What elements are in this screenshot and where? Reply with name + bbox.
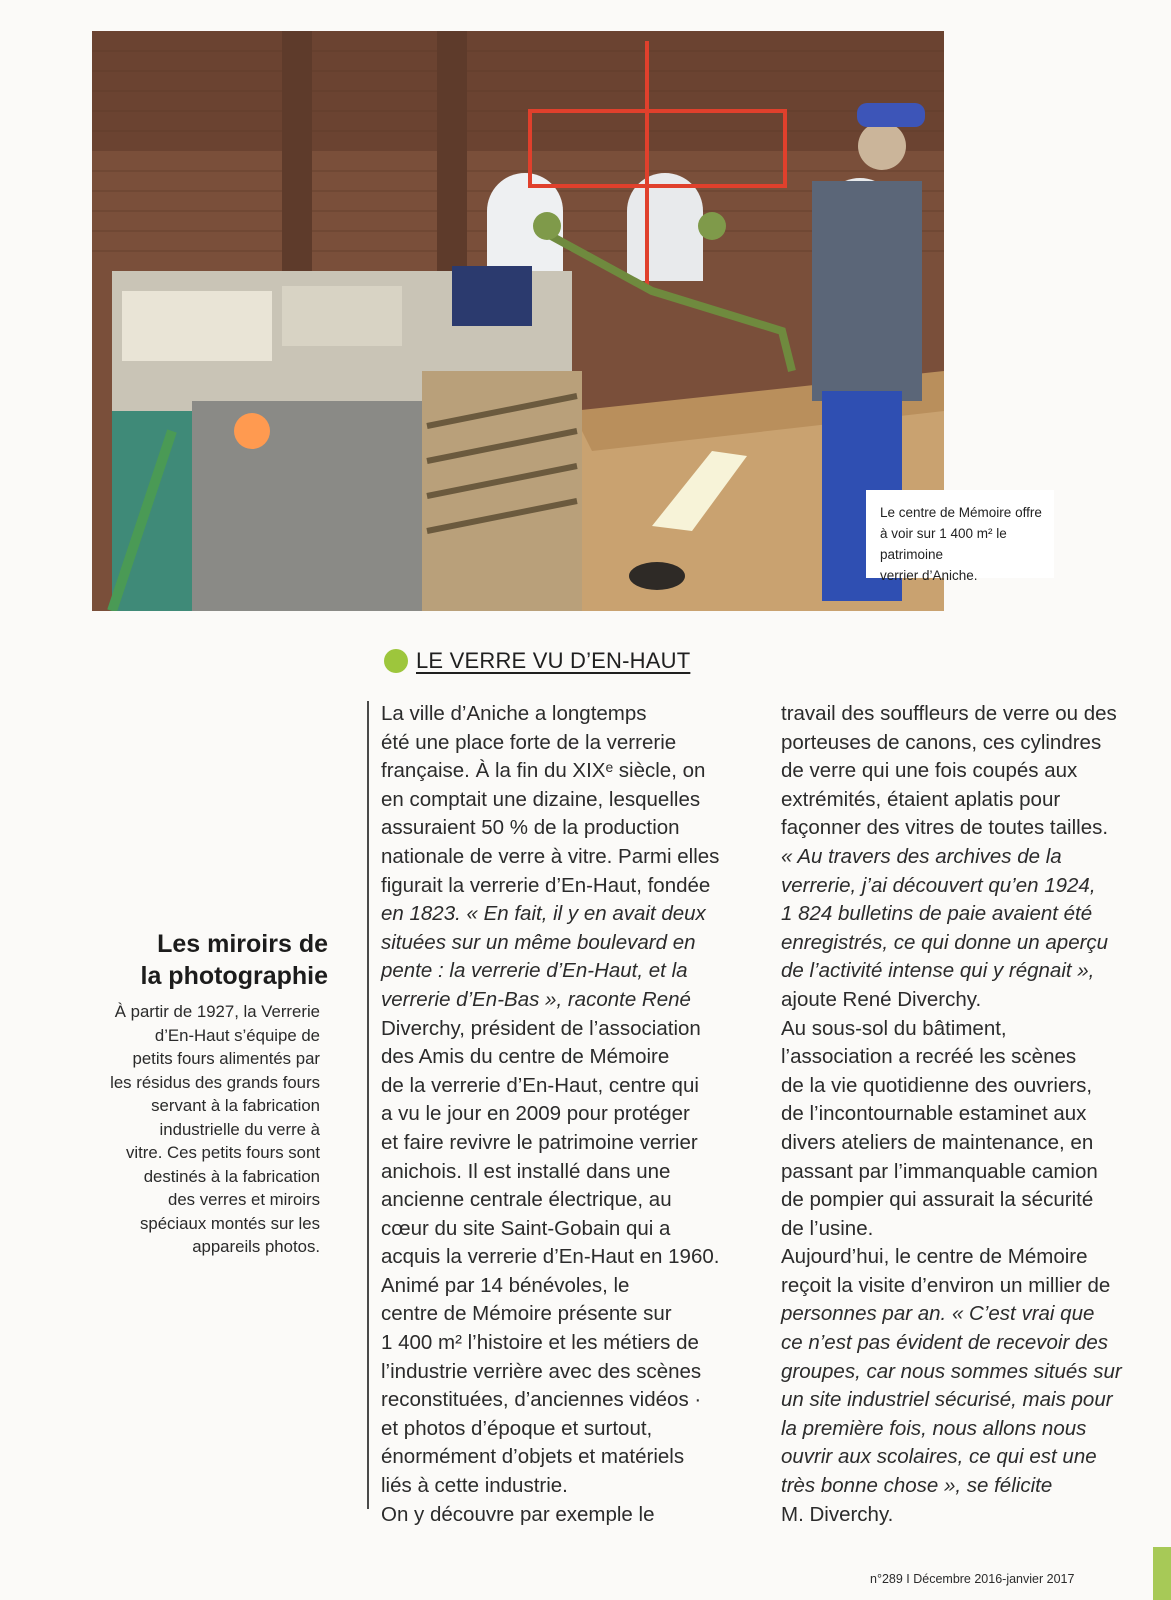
article-line: Aujourd’hui, le centre de Mémoire bbox=[781, 1245, 1088, 1269]
sidebar-line: les résidus des grands fours bbox=[110, 1072, 320, 1092]
article-line: nationale de verre à vitre. Parmi elles bbox=[381, 844, 720, 868]
article-line: acquis la verrerie d’En-Haut en 1960. bbox=[381, 1245, 720, 1269]
article-line: de la vie quotidienne des ouvriers, bbox=[781, 1073, 1093, 1097]
sidebar-line: À partir de 1927, la Verrerie bbox=[114, 1002, 320, 1021]
article-line: un site industriel sécurisé, mais pour bbox=[781, 1388, 1113, 1412]
sidebar-title bbox=[60, 928, 328, 992]
article-line: enregistrés, ce qui donne un aperçu bbox=[781, 930, 1109, 954]
article-line: et faire revivre le patrimoine verrier bbox=[381, 1130, 698, 1154]
article-line: 1 824 bulletins de paie avaient été bbox=[781, 902, 1093, 926]
sidebar-line: d’En-Haut s’équipe de bbox=[154, 1025, 320, 1045]
article-line: verrerie, j’ai découvert qu’en 1924, bbox=[781, 873, 1096, 897]
article-line: reçoit la visite d’environ un millier de bbox=[781, 1273, 1111, 1297]
article-line: cœur du site Saint-Gobain qui a bbox=[381, 1216, 671, 1240]
article-line: ajoute René Diverchy. bbox=[781, 987, 982, 1011]
article-line: porteuses de canons, ces cylindres bbox=[781, 730, 1102, 754]
section-title: LE VERRE VU D’EN-HAUT bbox=[416, 648, 691, 673]
article-line: en 1823. « En fait, il y en avait deux bbox=[381, 902, 706, 926]
sidebar-line: destinés à la fabrication bbox=[143, 1166, 320, 1186]
sidebar-line: appareils photos. bbox=[192, 1237, 320, 1256]
sidebar-line: spéciaux montés sur les bbox=[139, 1213, 320, 1233]
article-line: de l’activité intense qui y régnait », bbox=[781, 959, 1095, 983]
article-column-1 bbox=[381, 700, 751, 1529]
caption-line: Le centre de Mémoire offre bbox=[880, 505, 1042, 520]
article-photo bbox=[92, 31, 944, 611]
article-line: l’association a recréé les scènes bbox=[781, 1045, 1077, 1069]
article-line: 1 400 m² l’histoire et les métiers de bbox=[381, 1331, 699, 1355]
article-line: groupes, car nous sommes situés sur bbox=[781, 1359, 1122, 1383]
article-line: très bonne chose », se félicite bbox=[781, 1474, 1053, 1498]
article-line: et photos d’époque et surtout, bbox=[381, 1416, 653, 1440]
article-line: personnes par an. « C’est vrai que bbox=[781, 1302, 1095, 1326]
sidebar-text bbox=[40, 1000, 320, 1259]
article-line: extrémités, étaient aplatis pour bbox=[781, 787, 1061, 811]
article-line: Au sous-sol du bâtiment, bbox=[781, 1016, 1007, 1040]
article-line: figurait la verrerie d’En-Haut, fondée bbox=[381, 873, 711, 897]
article-column-2 bbox=[781, 700, 1156, 1529]
article-line: énormément d’objets et matériels bbox=[381, 1445, 685, 1469]
article-line: de l’incontournable estaminet aux bbox=[781, 1102, 1087, 1126]
article-line: des Amis du centre de Mémoire bbox=[381, 1045, 670, 1069]
article-line: Animé par 14 bénévoles, le bbox=[381, 1273, 630, 1297]
article-line: verrerie d’En-Bas », raconte René bbox=[381, 987, 691, 1011]
article-line: en comptait une dizaine, lesquelles bbox=[381, 787, 701, 811]
article-line: anichois. Il est installé dans une bbox=[381, 1159, 671, 1183]
page-tab bbox=[1153, 1547, 1171, 1600]
article-line: divers ateliers de maintenance, en bbox=[781, 1130, 1094, 1154]
sidebar-title-line: Les miroirs de bbox=[157, 930, 328, 958]
sidebar-line: industrielle du verre à bbox=[159, 1119, 320, 1139]
article-line: pente : la verrerie d’En-Haut, et la bbox=[381, 959, 688, 983]
article-line: ce n’est pas évident de recevoir des bbox=[781, 1331, 1109, 1355]
article-line: centre de Mémoire présente sur bbox=[381, 1302, 672, 1326]
caption-line: à voir sur 1 400 m² le patrimoine bbox=[880, 526, 1007, 562]
article-line: été une place forte de la verrerie bbox=[381, 730, 677, 754]
article-line: reconstituées, d’anciennes vidéos · bbox=[381, 1388, 702, 1412]
article-line: travail des souffleurs de verre ou des bbox=[781, 702, 1117, 725]
sidebar-line: servant à la fabrication bbox=[151, 1096, 320, 1115]
article-line: passant par l’immanquable camion bbox=[781, 1159, 1098, 1183]
column-divider bbox=[367, 701, 369, 1509]
article-line: la première fois, nous allons nous bbox=[781, 1416, 1087, 1440]
caption-line: verrier d’Aniche. bbox=[880, 568, 978, 583]
sidebar-line: des verres et miroirs bbox=[168, 1190, 320, 1209]
sidebar-line: petits fours alimentés par bbox=[132, 1049, 320, 1068]
bullet-dot-icon bbox=[384, 649, 408, 673]
article-line: de pompier qui assurait la sécurité bbox=[781, 1188, 1094, 1212]
article-line: française. À la fin du XIXᵉ siècle, on bbox=[381, 759, 706, 783]
article-line: de la verrerie d’En-Haut, centre qui bbox=[381, 1073, 699, 1097]
article-line: situées sur un même boulevard en bbox=[381, 930, 696, 954]
article-line: « Au travers des archives de la bbox=[781, 844, 1062, 868]
article-line: de verre qui une fois coupés aux bbox=[781, 759, 1078, 783]
sidebar-title-line: la photographie bbox=[140, 962, 328, 990]
article-line: ouvrir aux scolaires, ce qui est une bbox=[781, 1445, 1097, 1469]
article-line: liés à cette industrie. bbox=[381, 1474, 568, 1498]
page-footer: n°289 I Décembre 2016-janvier 2017 bbox=[870, 1572, 1075, 1586]
article-line: M. Diverchy. bbox=[781, 1502, 894, 1526]
photo-caption bbox=[866, 490, 1054, 583]
section-heading bbox=[384, 648, 690, 674]
article-line: de l’usine. bbox=[781, 1216, 874, 1240]
sidebar-line: vitre. Ces petits fours sont bbox=[126, 1143, 320, 1162]
article-line: façonner des vitres de toutes tailles. bbox=[781, 816, 1109, 840]
article-line: La ville d’Aniche a longtemps bbox=[381, 702, 647, 725]
article-line: ancienne centrale électrique, au bbox=[381, 1188, 672, 1212]
article-line: l’industrie verrière avec des scènes bbox=[381, 1359, 702, 1383]
article-line: assuraient 50 % de la production bbox=[381, 816, 680, 840]
article-line: a vu le jour en 2009 pour protéger bbox=[381, 1102, 690, 1126]
article-line: Diverchy, président de l’association bbox=[381, 1016, 701, 1040]
article-line: On y découvre par exemple le bbox=[381, 1502, 655, 1526]
